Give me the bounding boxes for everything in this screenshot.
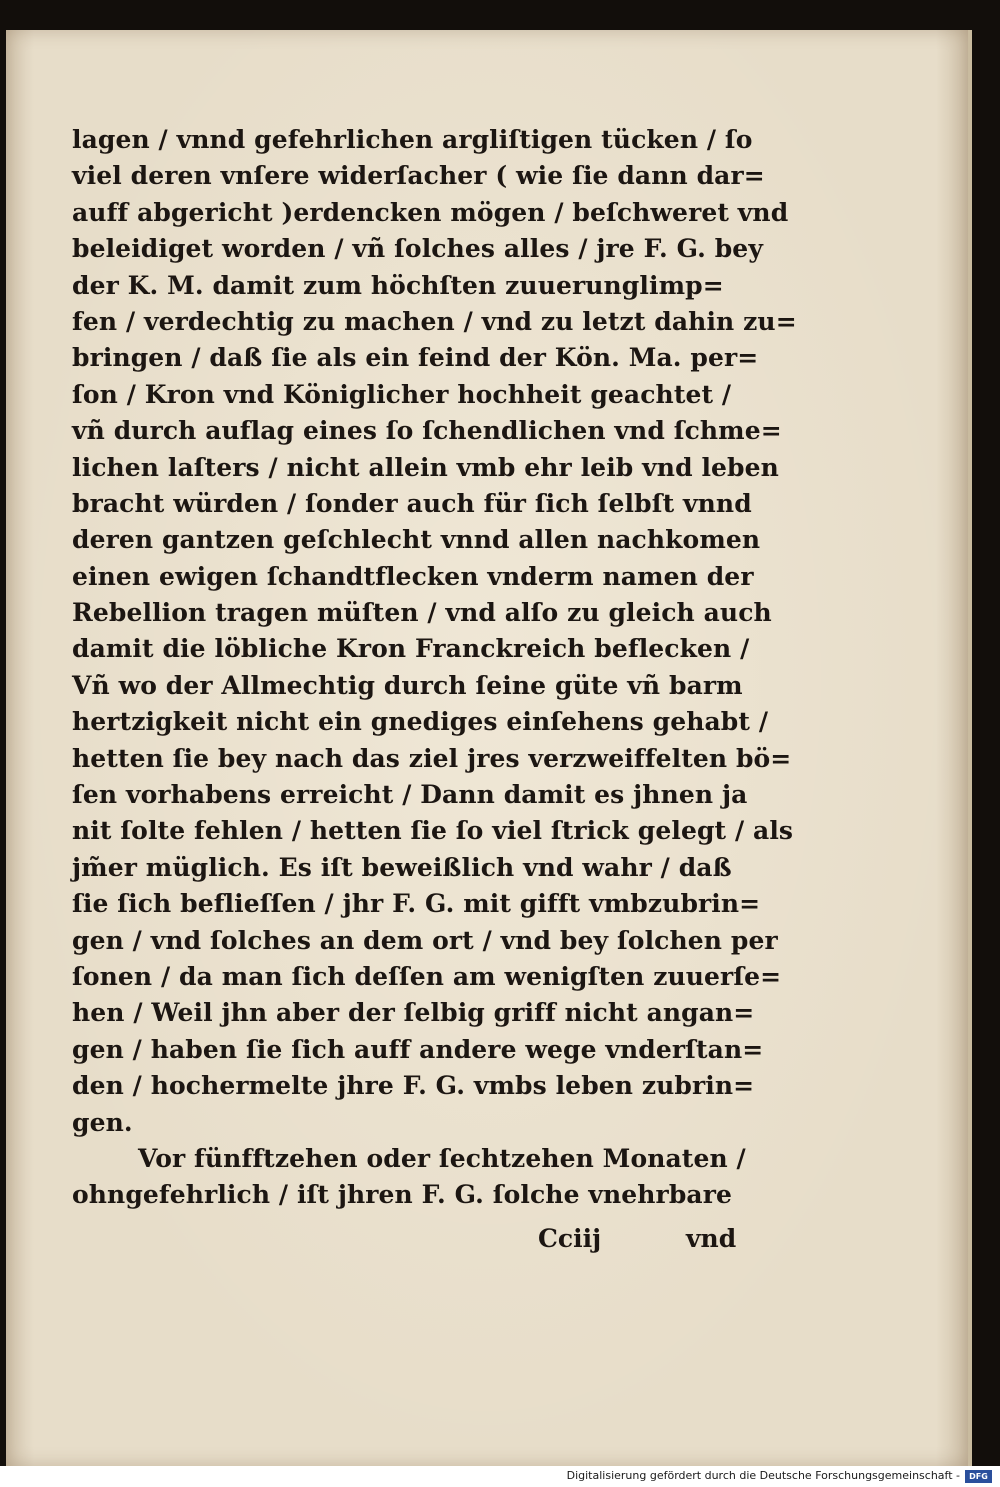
text-line: hetten ſie bey nach das ziel jres verzweiffelten bö=: [72, 743, 792, 773]
page-footer-marks: [538, 1224, 768, 1264]
text-line: vñ durch auflag eines ſo ſchendlichen vnd ſchme=: [72, 416, 782, 446]
dfg-logo[interactable]: DFG: [965, 1470, 992, 1483]
text-line: der K. M. damit zum höchſten zuuerunglimp=: [72, 270, 724, 300]
text-line: gen / vnd ſolches an dem ort / vnd bey ſolchen per: [72, 925, 778, 955]
text-line: bringen / daß ſie als ein feind der Kön. Ma. per=: [72, 343, 759, 373]
catchword: vnd: [686, 1224, 737, 1253]
text-line: ſen vorhabens erreicht / Dann damit es jhnen ja: [72, 780, 748, 810]
credit-bar: [0, 1466, 1000, 1487]
text-line: bracht würden / ſonder auch für ſich ſelbſt vnnd: [72, 488, 752, 518]
text-line: viel deren vnſere widerſacher ( wie ſie dann dar=: [72, 161, 765, 191]
text-line: lagen / vnnd gefehrlichen argliſtigen tücken / ſo: [72, 125, 753, 154]
text-line: gen.: [72, 1107, 133, 1137]
text-block: [72, 122, 797, 1214]
text-line: hertzigkeit nicht ein gnediges einſehens gehabt /: [72, 707, 769, 737]
signature-mark: Cciij: [538, 1224, 602, 1253]
text-line: Vñ wo der Allmechtig durch ſeine güte vñ barm: [72, 670, 743, 700]
page-edge: [968, 30, 972, 1466]
text-line: den / hochermelte jhre F. G. vmbs leben zubrin=: [72, 1071, 755, 1101]
text-line: damit die löbliche Kron Franckreich beflecken /: [72, 634, 750, 664]
text-line: ſon / Kron vnd Königlicher hochheit geachtet /: [72, 379, 732, 409]
text-line: deren gantzen geſchlecht vnnd allen nachkomen: [72, 525, 761, 555]
text-line: auff abgericht )erdencken mögen / beſchweret vnd: [72, 197, 789, 227]
text-line: einen ewigen ſchandtflecken vnderm namen der: [72, 561, 754, 591]
text-line: hen / Weil jhn aber der ſelbig griff nicht angan=: [72, 998, 755, 1028]
text-line: ſonen / da man ſich deſſen am wenigſten zuuerſe=: [72, 961, 782, 991]
text-line: jm̃er müglich. Es iſt beweißlich vnd wahr / daß: [72, 852, 732, 882]
text-line: nit ſolte fehlen / hetten ſie ſo viel ſtrick gelegt / als: [72, 816, 794, 846]
text-line: Rebellion tragen müſten / vnd alſo zu gleich auch: [72, 598, 772, 628]
text-line: lichen laſters / nicht allein vmb ehr leib vnd leben: [72, 452, 779, 482]
text-line: beleidiget worden / vñ ſolches alles / jre F. G. bey: [72, 234, 763, 264]
text-line: fen / verdechtig zu machen / vnd zu letzt dahin zu=: [72, 306, 797, 336]
text-line: ſie ſich beflieſſen / jhr F. G. mit gifft vmbzubrin=: [72, 889, 761, 919]
paragraph-start-line: Vor fünfftzehen oder ſechtzehen Monaten /: [138, 1143, 746, 1173]
book-page: [6, 30, 968, 1466]
text-line: ohngefehrlich / iſt jhren F. G. ſolche vnehrbare: [72, 1180, 732, 1210]
funding-credit: Digitalisierung gefördert durch die Deutsche Forschungsgemeinschaft -: [566, 1469, 960, 1482]
text-line: gen / haben ſie ſich auff andere wege vnderſtan=: [72, 1034, 764, 1064]
